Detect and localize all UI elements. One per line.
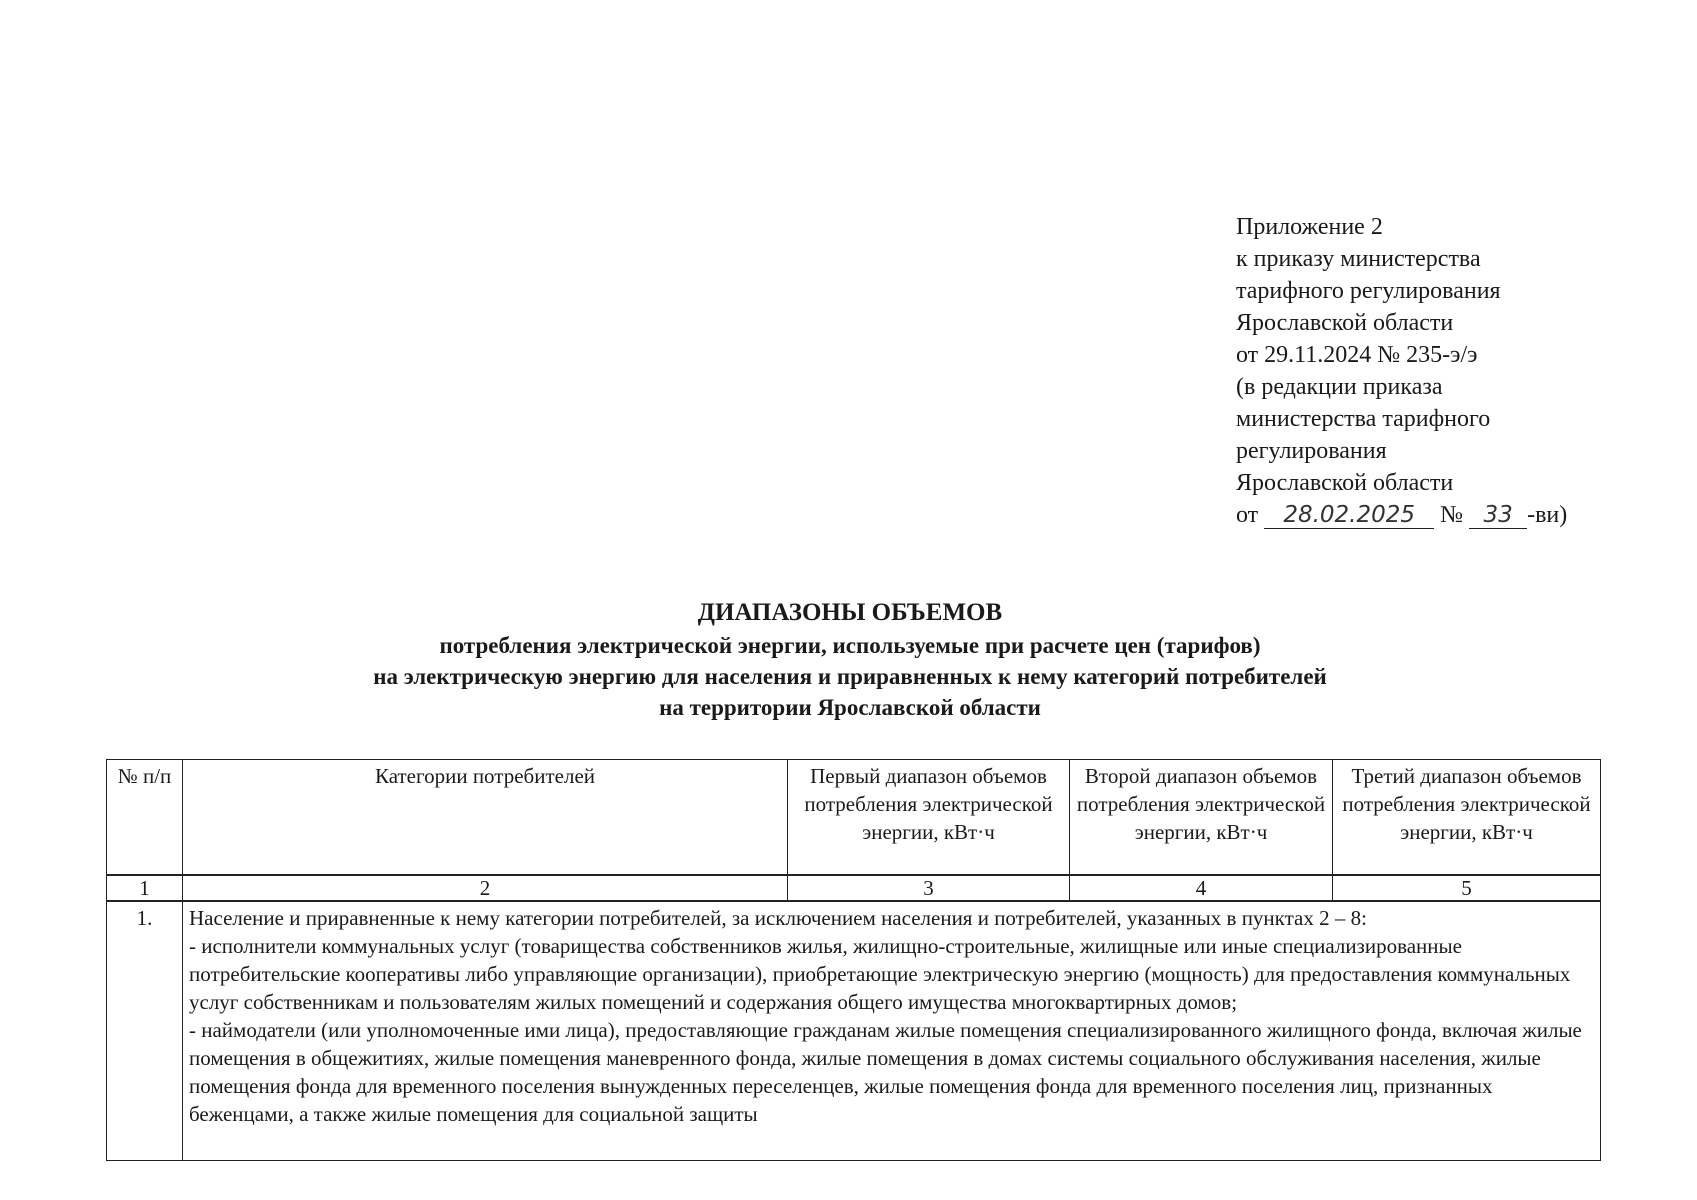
title-main: ДИАПАЗОНЫ ОБЪЕМОВ	[697, 599, 1003, 626]
description-line: - наймодатели (или уполномоченные ими лица), предоставляющие гражданам жилые помещения специализированного жилищного фонда, включая жилые помещения в общежитиях, жилые помещения маневренного фонда, жилые помещения в домах системы социального обслуживания населения, жилые помещения фонда для временного поселения вынужденных переселенцев, жилые помещения фонда для временного поселения лиц, признанных беженцами, а также жилые помещения для социальной защиты	[189, 1018, 1582, 1126]
header-range-3: Третий диапазон объемов потребления электрической энергии, кВт·ч	[1333, 760, 1601, 876]
description-line: - исполнители коммунальных услуг (товарищества собственников жилья, жилищно-строительные, жилищные или иные специализированные потребительские кооперативы либо управляющие организации), приобретающие электрическую энергию (мощность) для предоставления коммунальных услуг собственникам и пользователям жилых помещений и содержания общего имущества многоквартирных домов;	[189, 934, 1571, 1014]
appendix-order-line	[1236, 499, 1656, 531]
document-title	[100, 596, 1600, 723]
appendix-line: от 29.11.2024 № 235-э/э	[1236, 342, 1478, 368]
handwritten-order-date: 28.02.2025	[1264, 502, 1434, 529]
column-number: 1	[107, 875, 183, 901]
header-num: № п/п	[107, 760, 183, 876]
appendix-line: Приложение 2	[1236, 214, 1383, 240]
appendix-line: (в редакции приказа	[1236, 374, 1443, 400]
consumption-ranges-table	[106, 759, 1601, 1161]
handwritten-order-number: 33	[1469, 502, 1527, 529]
order-prefix: от	[1236, 502, 1259, 528]
header-range-2: Второй диапазон объемов потребления электрической энергии, кВт·ч	[1070, 760, 1333, 876]
column-numbering-row	[107, 875, 1601, 901]
column-number: 4	[1070, 875, 1333, 901]
column-number: 2	[183, 875, 788, 901]
title-sub-line: на территории Ярославской области	[659, 695, 1041, 720]
appendix-line: министерства тарифного	[1236, 406, 1491, 432]
number-sign: №	[1440, 502, 1464, 528]
header-categories: Категории потребителей	[183, 760, 788, 876]
appendix-line: тарифного регулирования	[1236, 278, 1501, 304]
table-row	[107, 901, 1601, 1161]
row-description	[183, 901, 1601, 1161]
order-suffix: -ви)	[1527, 502, 1568, 528]
description-line: Население и приравненные к нему категории потребителей, за исключением населения и потребителей, указанных в пунктах 2 – 8:	[189, 906, 1367, 930]
appendix-line: регулирования	[1236, 438, 1387, 464]
column-number: 5	[1333, 875, 1601, 901]
table-header-row	[107, 760, 1601, 876]
appendix-line: Ярославской области	[1236, 310, 1454, 336]
appendix-block	[1236, 211, 1656, 531]
title-sub-line: потребления электрической энергии, используемые при расчете цен (тарифов)	[439, 633, 1261, 658]
header-range-1: Первый диапазон объемов потребления электрической энергии, кВт·ч	[788, 760, 1070, 876]
appendix-line: Ярославской области	[1236, 470, 1454, 496]
row-number: 1.	[107, 901, 183, 1161]
column-number: 3	[788, 875, 1070, 901]
title-sub-line: на электрическую энергию для населения и приравненных к нему категорий потребителей	[373, 664, 1327, 689]
appendix-line: к приказу министерства	[1236, 246, 1481, 272]
